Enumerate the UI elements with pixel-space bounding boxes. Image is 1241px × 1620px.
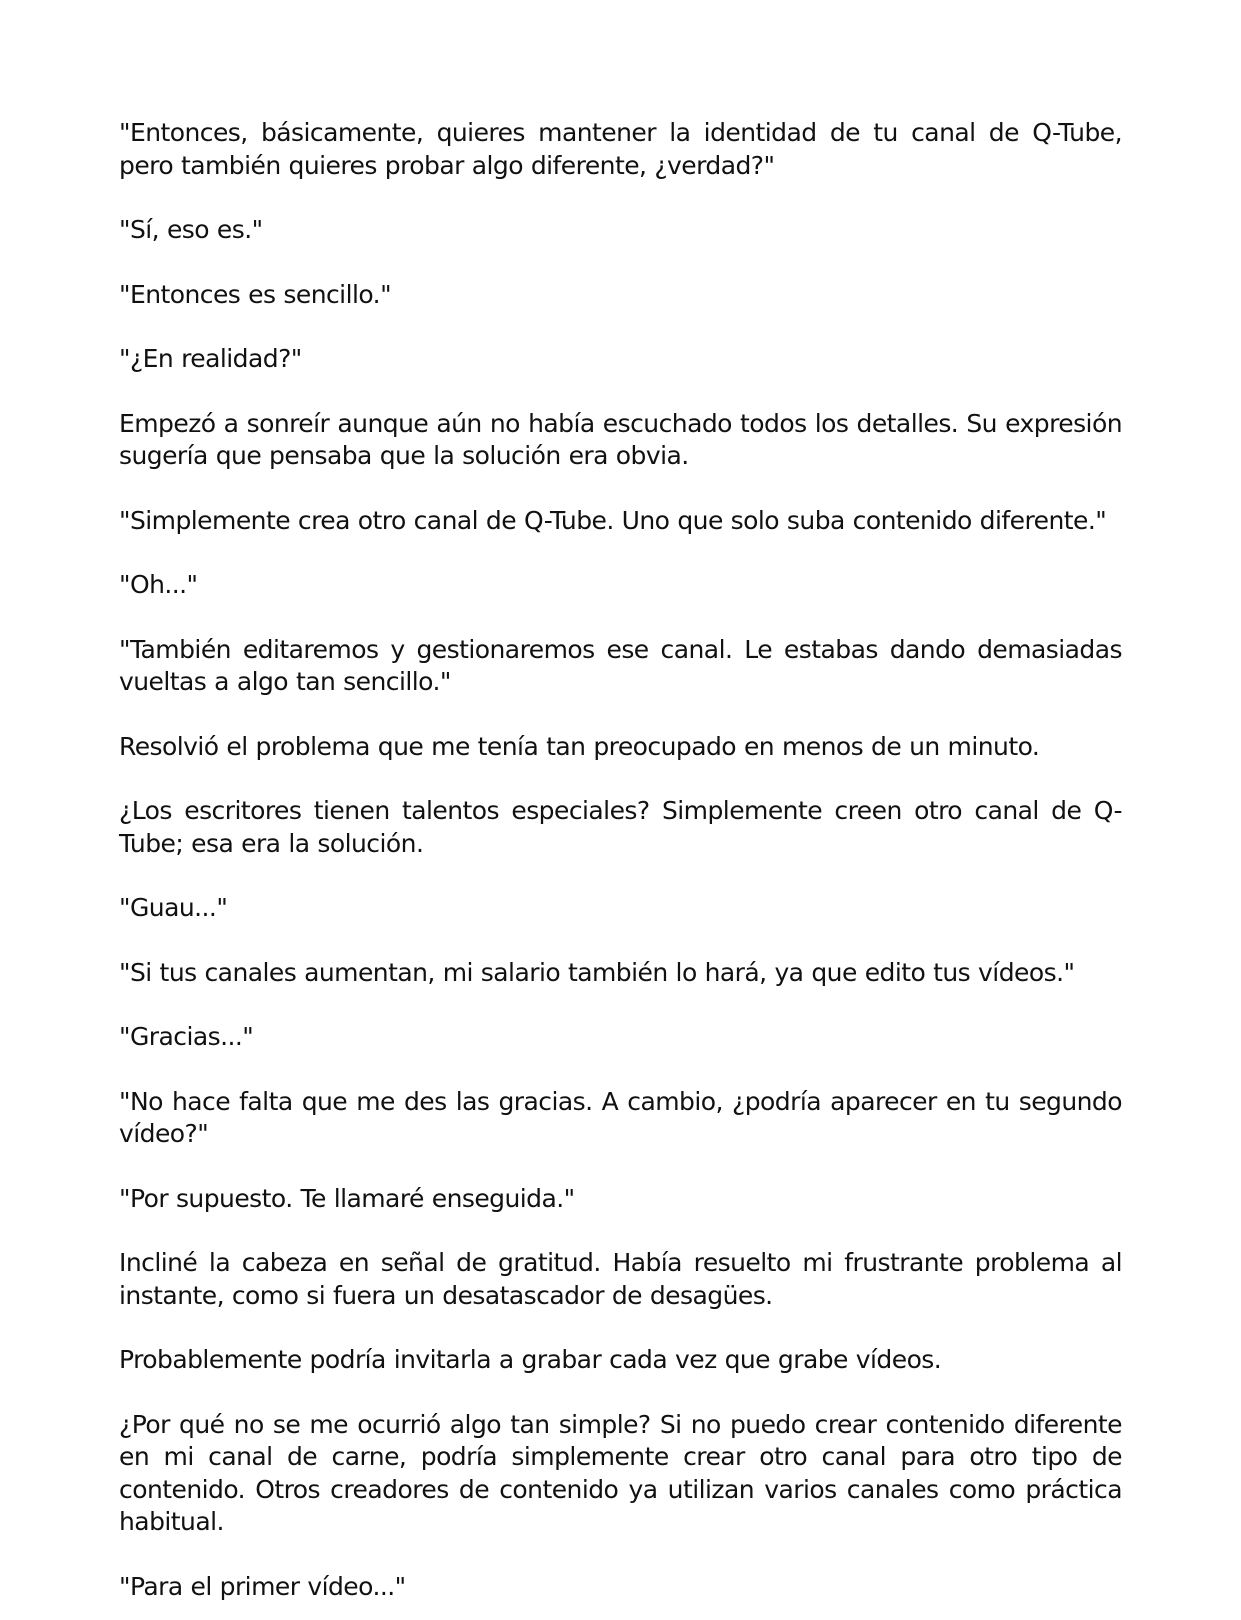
paragraph: "Si tus canales aumentan, mi salario también lo hará, ya que edito tus vídeos." [119,957,1075,987]
paragraph: "Por supuesto. Te llamaré enseguida." [119,1183,575,1213]
paragraph: "¿En realidad?" [119,344,302,373]
paragraph: Resolvió el problema que me tenía tan preocupado en menos de un minuto. [119,731,1040,761]
paragraph: "Oh..." [119,570,198,599]
paragraph: "No hace falta que me des las gracias. A cambio, ¿podría aparecer en tu segundo vídeo?" [119,1086,1122,1148]
paragraph: "Gracias..." [119,1022,254,1051]
paragraph: ¿Los escritores tienen talentos especiales? Simplemente creen otro canal de Q-Tube; esa era la solución. [119,796,1122,858]
paragraph: "También editaremos y gestionaremos ese canal. Le estabas dando demasiadas vueltas a algo tan sencillo." [119,634,1122,696]
document-page [119,117,1122,1603]
paragraph: Probablemente podría invitarla a grabar cada vez que grabe vídeos. [119,1345,942,1374]
paragraph: "Simplemente crea otro canal de Q-Tube. Uno que solo suba contenido diferente." [119,505,1107,535]
paragraph: Incliné la cabeza en señal de gratitud. Había resuelto mi frustrante problema al instante, como si fuera un desatascador de desagües. [119,1248,1122,1310]
paragraph: "Entonces, básicamente, quieres mantener la identidad de tu canal de Q-Tube, pero también quieres probar algo diferente, ¿verdad?" [119,118,1122,180]
paragraph: "Para el primer vídeo..." [119,1571,406,1601]
paragraph: "Sí, eso es." [119,215,263,244]
paragraph: ¿Por qué no se me ocurrió algo tan simple? Si no puedo crear contenido diferente en mi canal de carne, podría simplemente crear otro canal para otro tipo de contenido. Otros creadores de contenido ya utilizan varios canales como práctica habitual. [119,1409,1122,1536]
paragraph: "Entonces es sencillo." [119,279,392,309]
paragraph: Empezó a sonreír aunque aún no había escuchado todos los detalles. Su expresión sugería que pensaba que la solución era obvia. [119,408,1122,470]
paragraph: "Guau..." [119,893,228,922]
